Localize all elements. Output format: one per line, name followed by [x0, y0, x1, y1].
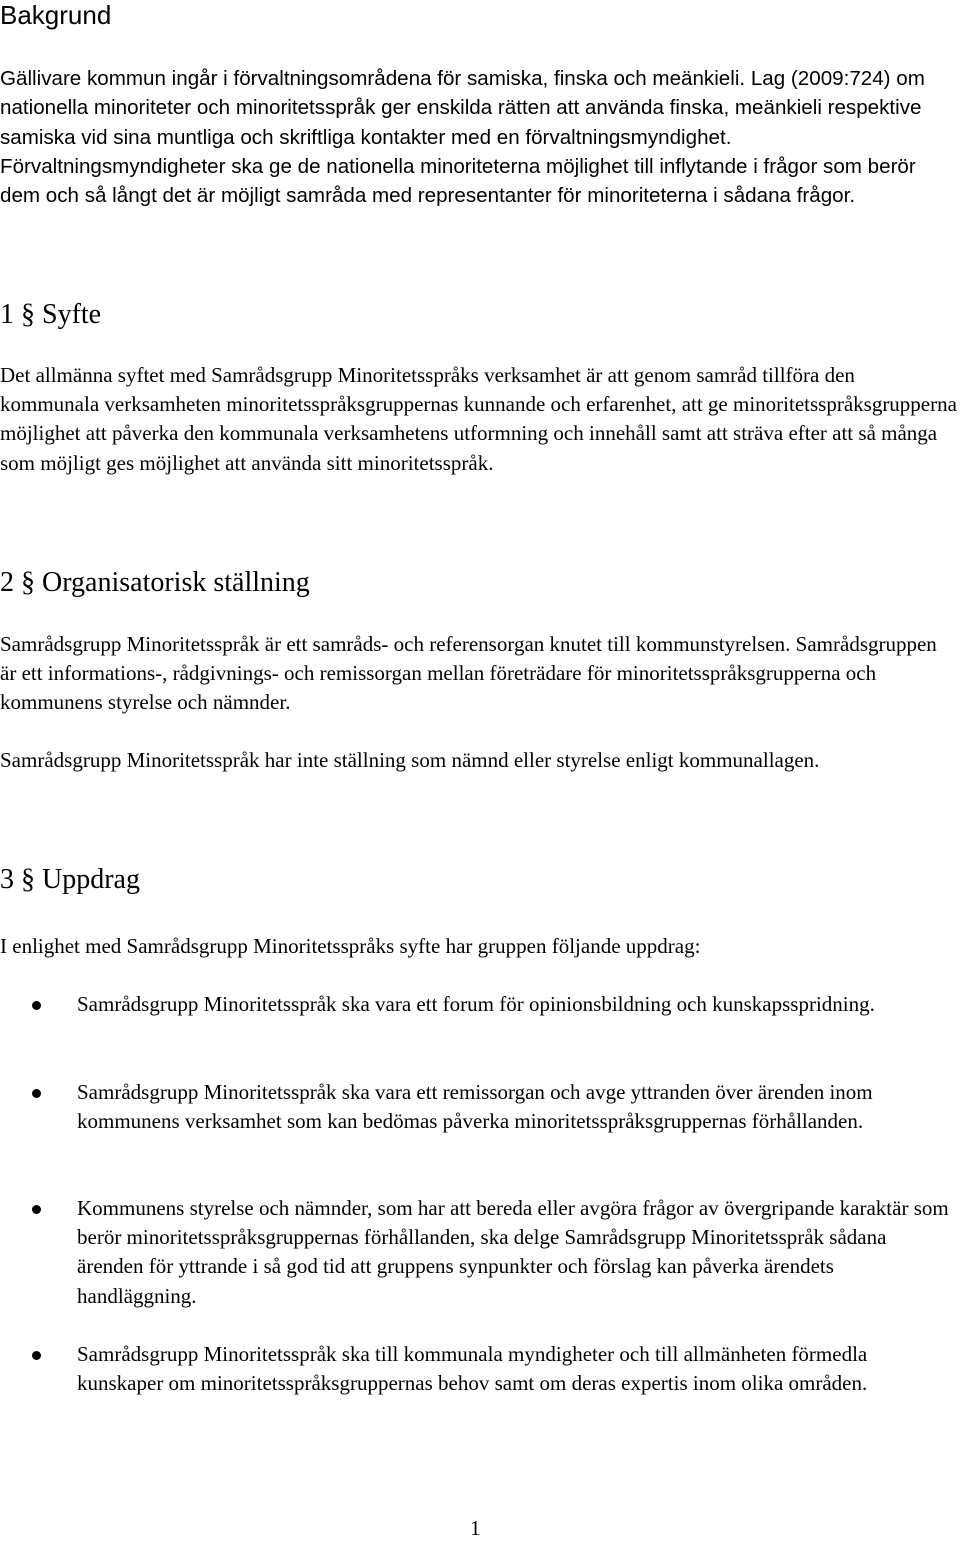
section-heading-bakgrund: Bakgrund: [0, 0, 112, 30]
paragraph-organisatorisk-stallning-1: Samrådsgrupp Minoritetsspråk är ett samråds- och referensorgan knutet till kommunstyrelsen. Samrådsgruppen är ett informations-, rådgivnings- och remissorgan mellan företrädare för minoritetsspråksgrupperna och kommunens styrelse och nämnder.: [0, 632, 937, 715]
list-item-text: Samrådsgrupp Minoritetsspråk ska vara ett remissorgan och avge yttranden över ärenden inom kommunens verksamhet som kan bedömas påverka minoritetsspråksgruppernas förhållanden.: [77, 1080, 873, 1134]
list-item-text: Kommunens styrelse och nämnder, som har att bereda eller avgöra frågor av övergripande karaktär som berör minoritetsspråksgruppernas förhållanden, ska delge Samrådsgrupp Minoritetsspråk sådana ärenden för yttrande i så god tid att gruppens synpunkter och förslag kan påverka ärendets handläggning.: [77, 1196, 949, 1308]
page-number: 1: [470, 1516, 481, 1540]
bullet-icon: [32, 1001, 41, 1010]
section-heading-organisatorisk-stallning: 2 § Organisatorisk ställning: [0, 567, 310, 598]
paragraph-organisatorisk-stallning-2: Samrådsgrupp Minoritetsspråk har inte ställning som nämnd eller styrelse enligt kommunallagen.: [0, 748, 820, 772]
list-item-text: Samrådsgrupp Minoritetsspråk ska vara ett forum för opinionsbildning och kunskapsspridning.: [77, 992, 875, 1016]
bullet-icon: [32, 1089, 41, 1098]
paragraph-uppdrag-intro: I enlighet med Samrådsgrupp Minoritetsspråks syfte har gruppen följande uppdrag:: [0, 934, 701, 958]
bullet-icon: [32, 1351, 41, 1360]
paragraph-syfte: Det allmänna syftet med Samrådsgrupp Minoritetsspråks verksamhet är att genom samråd tillföra den kommunala verksamheten minoritetsspråksgruppernas kunnande och erfarenhet, att ge minoritetsspråksgrupperna möjlighet att påverka den kommunala verksamhetens utformning och innehåll samt att sträva efter att så många som möjligt ges möjlighet att använda sitt minoritetsspråk.: [0, 363, 957, 475]
section-heading-uppdrag: 3 § Uppdrag: [0, 864, 140, 895]
bullet-icon: [32, 1205, 41, 1214]
section-heading-syfte: 1 § Syfte: [0, 299, 102, 330]
paragraph-bakgrund: Gällivare kommun ingår i förvaltningsområdena för samiska, finska och meänkieli. Lag (2009:724) om nationella minoriteter och minoritetsspråk ger enskilda rätten att använda finska, meänkieli respektive samiska vid sina muntliga och skriftliga kontakter med en förvaltningsmyndighet. Förvaltningsmyndigheter ska ge de nationella minoriteterna möjlighet till inflytande i frågor som berör dem och så långt det är möjligt samråda med representanter för minoriteterna i sådana frågor.: [0, 67, 925, 208]
list-item-text: Samrådsgrupp Minoritetsspråk ska till kommunala myndigheter och till allmänheten förmedla kunskaper om minoritetsspråksgruppernas behov samt om deras expertis inom olika områden.: [77, 1342, 868, 1396]
